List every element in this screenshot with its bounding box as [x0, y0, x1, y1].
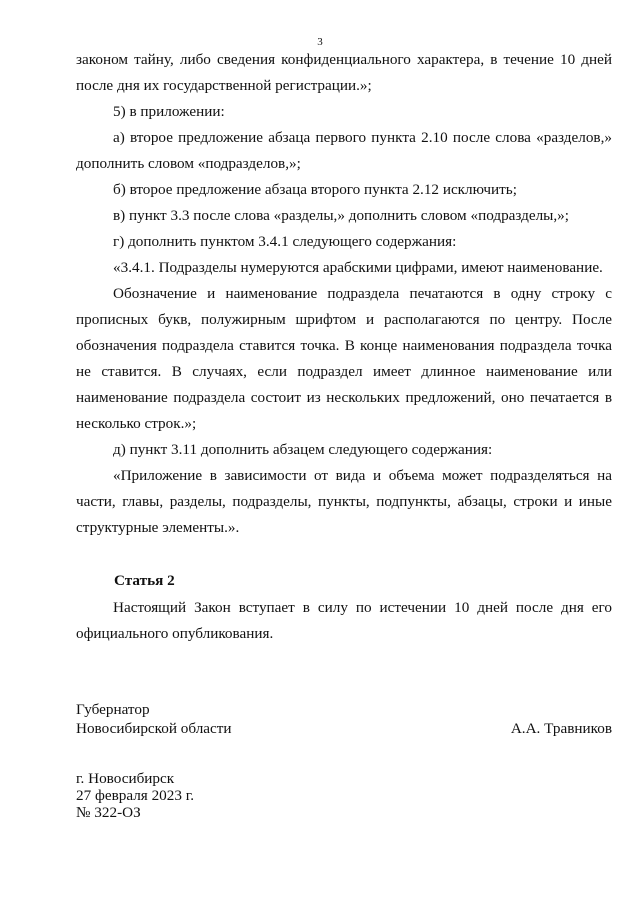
page-number: 3	[317, 36, 323, 48]
paragraph: б) второе предложение абзаца второго пункта 2.12 исключить;	[113, 181, 517, 198]
article-body	[76, 595, 612, 647]
article-paragraph: Настоящий Закон вступает в силу по истечении 10 дней после дня его официального опубликования.	[76, 599, 612, 642]
paragraph: г) дополнить пунктом 3.4.1 следующего содержания:	[113, 233, 457, 250]
signature-block	[76, 700, 612, 738]
law-number: № 322-ОЗ	[76, 804, 141, 821]
place-date-block	[76, 770, 194, 821]
paragraph: «3.4.1. Подразделы нумеруются арабскими цифрами, имеют наименование.	[113, 259, 603, 276]
article-heading: Статья 2	[114, 572, 175, 589]
paragraph: в) пункт 3.3 после слова «разделы,» дополнить словом «подразделы,»;	[113, 207, 569, 224]
paragraph: законом тайну, либо сведения конфиденциального характера, в течение 10 дней после дня их государственной регистрации.»;	[76, 51, 612, 94]
signature-row	[76, 719, 612, 738]
city: г. Новосибирск	[76, 770, 175, 787]
signatory-region: Новосибирской области	[76, 720, 232, 737]
signatory-name: А.А. Травников	[510, 720, 612, 737]
paragraph: 5) в приложении:	[113, 103, 225, 120]
signatory-title: Губернатор	[76, 701, 150, 718]
amendment-text	[76, 47, 612, 541]
paragraph: д) пункт 3.11 дополнить абзацем следующего содержания:	[113, 441, 493, 458]
paragraph: а) второе предложение абзаца первого пункта 2.10 после слова «разделов,» дополнить словом «подразделов,»;	[76, 129, 612, 172]
date: 27 февраля 2023 г.	[76, 787, 195, 804]
paragraph: Обозначение и наименование подраздела печатаются в одну строку с прописных букв, полужирным шрифтом и располагаются по центру. После обозначения подраздела ставится точка. В конце наименования подраздела точка не ставится. В случаях, если подраздел имеет длинное наименование или наименование подраздела состоит из нескольких предложений, оно печатается в несколько строк.»;	[76, 285, 612, 432]
paragraph: «Приложение в зависимости от вида и объема может подразделяться на части, главы, разделы, подразделы, пункты, подпункты, абзацы, строки и иные структурные элементы.».	[76, 467, 612, 536]
